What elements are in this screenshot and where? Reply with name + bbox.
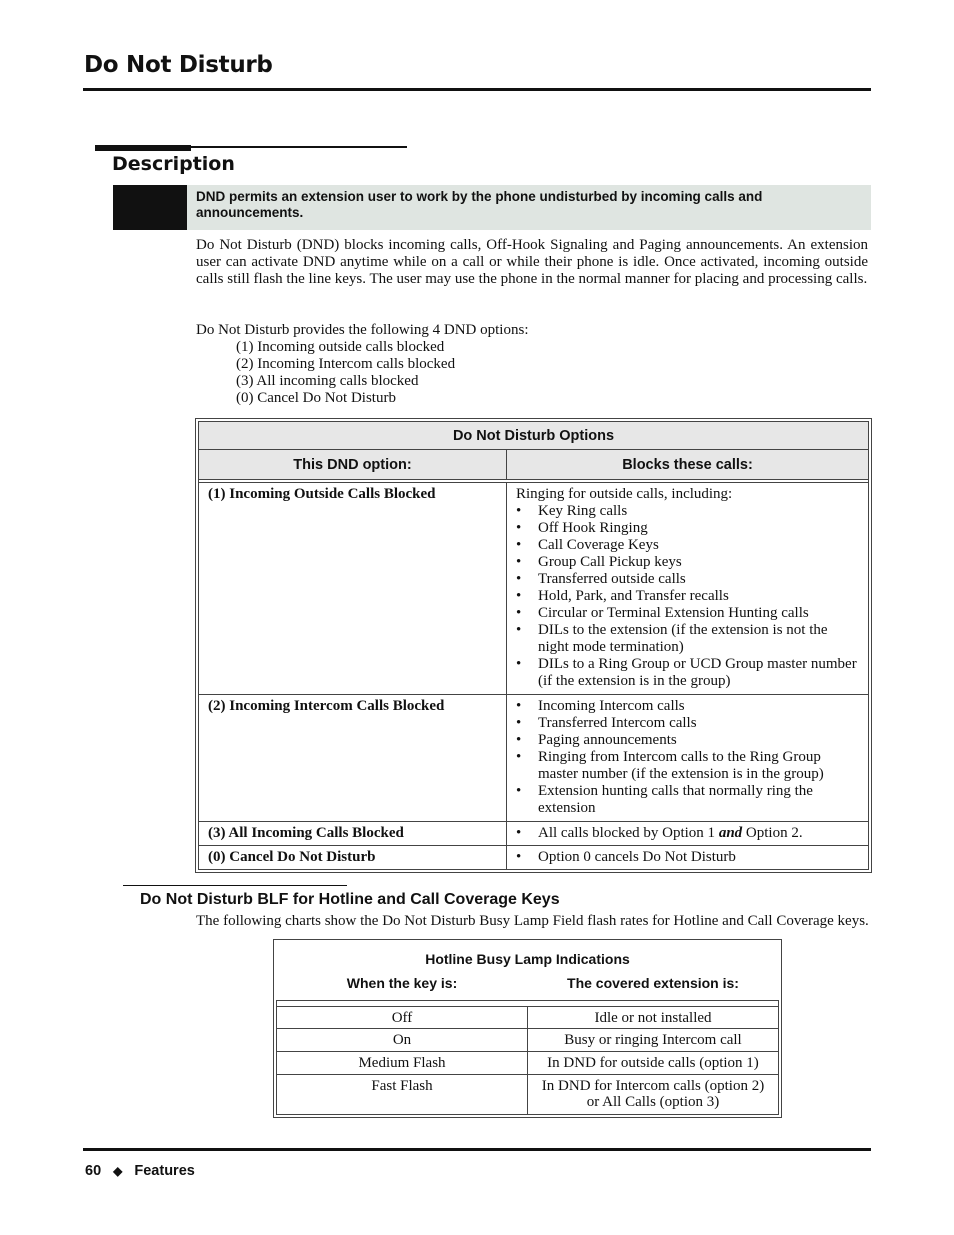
dnd-option-cell: (0) Cancel Do Not Disturb: [199, 845, 507, 869]
options-list: [236, 339, 455, 407]
list-item: • Hold, Park, and Transfer recalls: [516, 588, 860, 605]
blocks-intro: Ringing for outside calls, including:: [516, 486, 733, 502]
table-row: [199, 845, 869, 869]
title-rule: [83, 88, 871, 91]
options-list-item: (2) Incoming Intercom calls blocked: [236, 356, 456, 372]
table-row: [277, 1029, 779, 1052]
dnd-table-col-header: Blocks these calls:: [507, 450, 869, 480]
hotline-table: [273, 939, 782, 1118]
dnd-option-cell: (2) Incoming Intercom Calls Blocked: [199, 695, 507, 822]
hotline-status-cell: In DND for Intercom calls (option 2) or All Calls (option 3): [528, 1075, 779, 1115]
hotline-table-col-header: When the key is:: [277, 970, 528, 1000]
table-row: [277, 1006, 779, 1029]
section-heading: Description: [112, 153, 235, 175]
footer-rule: [83, 1148, 871, 1151]
dnd-blocks-cell: [507, 483, 869, 695]
subsection-text: The following charts show the Do Not Disturb Busy Lamp Field flash rates for Hotline and Call Coverage keys.: [196, 913, 869, 929]
hotline-status-cell: In DND for outside calls (option 1): [528, 1052, 779, 1075]
dnd-blocks-cell: [507, 695, 869, 822]
list-item: • DILs to the extension (if the extension is not the night mode termination): [516, 622, 860, 656]
footer-section: Features: [134, 1163, 195, 1179]
section-rule-thick: [95, 145, 191, 151]
hotline-key-cell: Medium Flash: [277, 1052, 528, 1075]
hotline-status-cell: Busy or ringing Intercom call: [528, 1029, 779, 1052]
section-rule-thin: [191, 146, 407, 148]
table-row: [277, 1075, 779, 1115]
page-title: Do Not Disturb: [84, 52, 273, 78]
hotline-key-cell: Off: [277, 1006, 528, 1029]
options-intro: Do Not Disturb provides the following 4 DND options:: [196, 322, 529, 338]
hotline-key-cell: Fast Flash: [277, 1075, 528, 1115]
dnd-options-table: [195, 418, 872, 873]
list-item: • DILs to a Ring Group or UCD Group master number (if the extension is in the group): [516, 656, 860, 690]
list-item: • Off Hook Ringing: [516, 520, 860, 537]
description-paragraph: Do Not Disturb (DND) blocks incoming calls, Off-Hook Signaling and Paging announcements. An extension user can activate DND anytime while on a call or while their phone is idle. Once activated, incoming outside calls still flash the line keys. The user may use the phone in the normal manner for placing and processing calls.: [196, 237, 868, 287]
hotline-status-cell: Idle or not installed: [528, 1006, 779, 1029]
list-item: • Circular or Terminal Extension Hunting calls: [516, 605, 860, 622]
list-item: • Incoming Intercom calls: [516, 698, 860, 715]
list-item: • Option 0 cancels Do Not Disturb: [516, 849, 860, 866]
summary-marker: [113, 185, 187, 230]
table-row: [199, 695, 869, 822]
page-number: 60: [85, 1163, 102, 1179]
dnd-blocks-cell: [507, 845, 869, 869]
hotline-key-cell: On: [277, 1029, 528, 1052]
list-item: • Key Ring calls: [516, 503, 860, 520]
options-list-item: (3) All incoming calls blocked: [236, 373, 419, 389]
hotline-table-col-header: The covered extension is:: [528, 970, 779, 1000]
dnd-option-cell: (3) All Incoming Calls Blocked: [199, 821, 507, 845]
summary-box: DND permits an extension user to work by the phone undisturbed by incoming calls and announcements.: [187, 185, 871, 230]
diamond-icon: ◆: [113, 1164, 123, 1178]
list-item: • Group Call Pickup keys: [516, 554, 860, 571]
table-row: [277, 1052, 779, 1075]
footer: [85, 1163, 195, 1179]
hotline-table-caption: Hotline Busy Lamp Indications: [425, 951, 630, 967]
list-item: • Extension hunting calls that normally ring the extension: [516, 783, 860, 817]
options-list-item: (0) Cancel Do Not Disturb: [236, 390, 396, 406]
list-item: • Transferred Intercom calls: [516, 715, 860, 732]
subsection-heading: Do Not Disturb BLF for Hotline and Call Coverage Keys: [140, 891, 560, 908]
dnd-table-col-header: This DND option:: [199, 450, 507, 480]
list-item: • Ringing from Intercom calls to the Ring Group master number (if the extension is in the group): [516, 749, 860, 783]
dnd-blocks-cell: [507, 821, 869, 845]
table-row: [199, 483, 869, 695]
options-list-item: (1) Incoming outside calls blocked: [236, 339, 445, 355]
table-row: [199, 821, 869, 845]
dnd-table-caption: Do Not Disturb Options: [199, 422, 869, 450]
subsection-rule: [123, 885, 347, 886]
list-item: • Transferred outside calls: [516, 571, 860, 588]
list-item: • Call Coverage Keys: [516, 537, 860, 554]
dnd-option-cell: (1) Incoming Outside Calls Blocked: [199, 483, 507, 695]
list-item: • Paging announcements: [516, 732, 860, 749]
list-item: • All calls blocked by Option 1 and Option 2.: [516, 825, 860, 842]
